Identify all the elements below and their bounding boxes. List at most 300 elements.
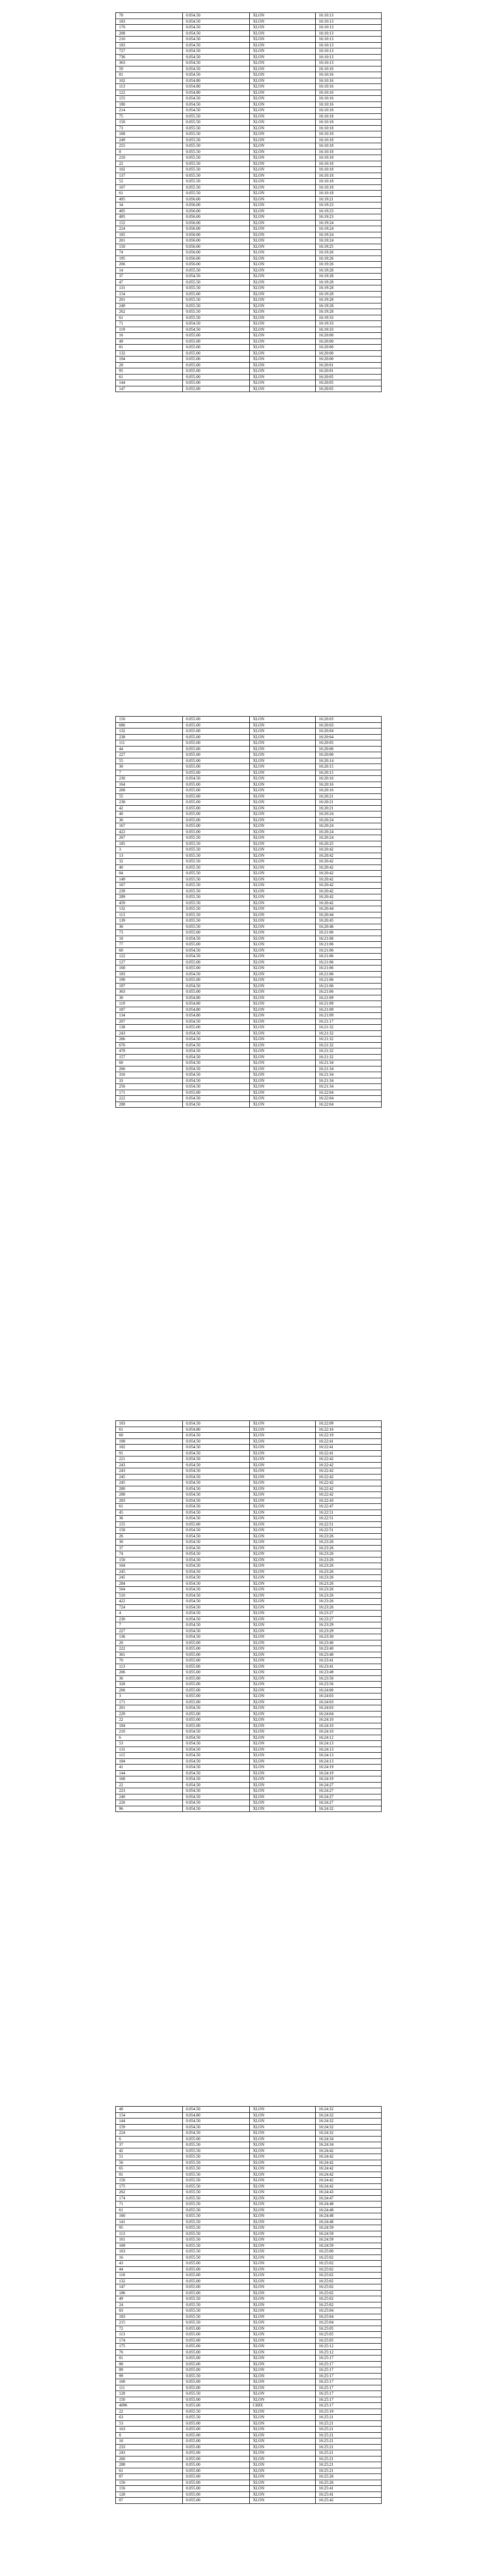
table-row — [116, 1616, 382, 1622]
volume-cell: 132 — [116, 728, 183, 735]
time-cell: 16:19:26 — [316, 250, 382, 256]
price-cell: 0.055.50 — [183, 2296, 250, 2302]
price-cell: 0.054.50 — [183, 48, 250, 55]
venue-cell: XLON — [250, 2391, 316, 2397]
table-row — [116, 1504, 382, 1510]
volume-cell: 118 — [116, 2273, 183, 2279]
venue-cell: XLON — [250, 2379, 316, 2385]
price-cell: 0.054.50 — [183, 1037, 250, 1043]
time-cell: 16:21:34 — [316, 1060, 382, 1066]
volume-cell: 134 — [116, 1013, 183, 1019]
volume-cell: 154 — [116, 291, 183, 297]
venue-cell: XLON — [250, 1604, 316, 1611]
venue-cell: XLON — [250, 1599, 316, 1605]
venue-cell: XLON — [250, 2119, 316, 2125]
volume-cell: 113 — [116, 1664, 183, 1670]
time-cell: 16:20:15 — [316, 770, 382, 776]
venue-cell: XLON — [250, 279, 316, 285]
volume-cell: 95 — [116, 368, 183, 375]
venue-cell: XLON — [250, 788, 316, 794]
table-row — [116, 167, 382, 173]
time-cell: 16:23:49 — [316, 1670, 382, 1676]
venue-cell: XLON — [250, 1551, 316, 1557]
price-cell: 0.054.50 — [183, 1078, 250, 1084]
volume-cell: 36 — [116, 924, 183, 930]
time-cell: 16:23:30 — [316, 1634, 382, 1640]
price-cell: 0.055.00 — [183, 374, 250, 380]
volume-cell: 156 — [116, 2480, 183, 2486]
volume-cell: 185 — [116, 841, 183, 847]
price-cell: 0.055.00 — [183, 2450, 250, 2456]
venue-cell: XLON — [250, 2427, 316, 2433]
time-cell: 16:22:04 — [316, 1096, 382, 1102]
venue-cell: XLON — [250, 1438, 316, 1445]
volume-cell: 37 — [116, 2142, 183, 2148]
price-cell: 0.054.50 — [183, 19, 250, 25]
price-cell: 0.055.00 — [183, 380, 250, 386]
table-row — [116, 338, 382, 345]
venue-cell: XLON — [250, 338, 316, 345]
venue-cell: XLON — [250, 297, 316, 303]
table-row — [116, 900, 382, 906]
volume-cell: 676 — [116, 1042, 183, 1048]
table-row — [116, 2172, 382, 2178]
price-cell: 0.054.50 — [183, 2107, 250, 2113]
price-cell: 0.055.50 — [183, 859, 250, 865]
volume-cell: 155 — [116, 96, 183, 102]
table-row — [116, 1693, 382, 1700]
price-cell: 0.055.00 — [183, 1664, 250, 1670]
price-cell: 0.055.50 — [183, 279, 250, 285]
price-cell: 0.055.50 — [183, 315, 250, 321]
time-cell: 16:10:18 — [316, 179, 382, 185]
price-cell: 0.054.50 — [183, 108, 250, 114]
price-cell: 0.054.50 — [183, 1084, 250, 1090]
price-cell: 0.055.00 — [183, 770, 250, 776]
venue-cell: XLON — [250, 1640, 316, 1646]
price-cell: 0.055.50 — [183, 131, 250, 138]
volume-cell: 159 — [116, 2124, 183, 2130]
volume-cell: 102 — [116, 78, 183, 84]
volume-cell: 30 — [116, 764, 183, 770]
price-cell: 0.055.50 — [183, 179, 250, 185]
time-cell: 16:22:41 — [316, 1438, 382, 1445]
price-cell: 0.055.50 — [183, 2207, 250, 2213]
time-cell: 16:24:10 — [316, 1717, 382, 1723]
price-cell: 0.055.00 — [183, 740, 250, 747]
volume-cell: 6 — [116, 1735, 183, 1741]
time-cell: 16:19:24 — [316, 226, 382, 232]
time-cell: 16:10:16 — [316, 96, 382, 102]
venue-cell: XLON — [250, 1090, 316, 1096]
volume-cell: 158 — [116, 1528, 183, 1534]
price-cell: 0.055.50 — [183, 113, 250, 120]
price-cell: 0.054.50 — [183, 1096, 250, 1102]
price-cell: 0.055.00 — [183, 2462, 250, 2468]
price-cell: 0.054.80 — [183, 1013, 250, 1019]
table-row — [116, 262, 382, 268]
price-cell: 0.055.00 — [183, 2379, 250, 2385]
time-cell: 16:22:19 — [316, 1433, 382, 1439]
table-row — [116, 2201, 382, 2208]
time-cell: 16:21:06 — [316, 942, 382, 948]
time-cell: 16:24:42 — [316, 2178, 382, 2184]
time-cell: 16:23:26 — [316, 1592, 382, 1599]
time-cell: 16:25:04 — [316, 2320, 382, 2326]
price-cell: 0.055.50 — [183, 853, 250, 859]
volume-cell: 95 — [116, 2225, 183, 2231]
venue-cell: XLON — [250, 728, 316, 735]
time-cell: 16:10:16 — [316, 84, 382, 90]
volume-cell: 76 — [116, 2349, 183, 2355]
table-row — [116, 2456, 382, 2462]
price-cell: 0.055.50 — [183, 2154, 250, 2160]
time-cell: 16:22:42 — [316, 1468, 382, 1475]
venue-cell: XLON — [250, 13, 316, 19]
venue-cell: XLON — [250, 2462, 316, 2468]
venue-cell: XLON — [250, 125, 316, 131]
table-row — [116, 936, 382, 942]
price-cell: 0.054.50 — [183, 25, 250, 31]
price-cell: 0.054.50 — [183, 1747, 250, 1753]
time-cell: 16:19:23 — [316, 202, 382, 209]
price-cell: 0.055.00 — [183, 2361, 250, 2367]
price-cell: 0.055.00 — [183, 1646, 250, 1652]
time-cell: 16:25:41 — [316, 2492, 382, 2498]
table-row — [116, 1765, 382, 1771]
price-cell: 0.054.50 — [183, 1486, 250, 1492]
volume-cell: 243 — [116, 1462, 183, 1468]
price-cell: 0.055.00 — [183, 977, 250, 984]
table-row — [116, 817, 382, 823]
table-row — [116, 137, 382, 143]
table-row — [116, 912, 382, 918]
venue-cell: XLON — [250, 2130, 316, 2137]
time-cell: 16:25:19 — [316, 2409, 382, 2415]
time-cell: 16:21:32 — [316, 1025, 382, 1031]
price-cell: 0.054.50 — [183, 1776, 250, 1783]
table-row — [116, 2243, 382, 2249]
table-row — [116, 2124, 382, 2130]
price-cell: 0.055.00 — [183, 746, 250, 752]
table-row — [116, 971, 382, 977]
venue-cell: XLON — [250, 995, 316, 1001]
venue-cell: XLON — [250, 1486, 316, 1492]
venue-cell: XLON — [250, 1788, 316, 1794]
time-cell: 16:20:44 — [316, 906, 382, 912]
time-cell: 16:21:09 — [316, 1013, 382, 1019]
venue-cell: XLON — [250, 2201, 316, 2208]
table-row — [116, 2474, 382, 2480]
time-cell: 16:19:24 — [316, 220, 382, 226]
venue-cell: XLON — [250, 1427, 316, 1433]
venue-cell: XLON — [250, 321, 316, 327]
venue-cell: XLON — [250, 2107, 316, 2113]
venue-cell: XLON — [250, 315, 316, 321]
volume-cell: 61 — [116, 1504, 183, 1510]
table-row — [116, 2349, 382, 2355]
price-cell: 0.055.50 — [183, 835, 250, 841]
price-cell: 0.056.00 — [183, 244, 250, 250]
table-row — [116, 333, 382, 339]
volume-cell: 111 — [116, 740, 183, 747]
price-cell: 0.056.00 — [183, 214, 250, 221]
price-cell: 0.054.50 — [183, 1474, 250, 1480]
table-row — [116, 1675, 382, 1682]
venue-cell: XLON — [250, 1521, 316, 1528]
time-cell: 16:21:06 — [316, 930, 382, 936]
table-row — [116, 835, 382, 841]
price-cell: 0.056.00 — [183, 196, 250, 202]
venue-cell: XLON — [250, 30, 316, 37]
time-cell: 16:23:41 — [316, 1658, 382, 1664]
volume-cell: 36 — [116, 1516, 183, 1522]
volume-cell: 113 — [116, 84, 183, 90]
time-cell: 16:20:00 — [316, 357, 382, 363]
price-cell: 0.055.50 — [183, 883, 250, 889]
time-cell: 16:24:42 — [316, 2183, 382, 2190]
volume-cell: 266 — [116, 1066, 183, 1072]
volume-cell: 41 — [116, 1765, 183, 1771]
venue-cell: XLON — [250, 2249, 316, 2255]
time-cell: 16:22:16 — [316, 1427, 382, 1433]
table-row — [116, 776, 382, 782]
price-cell: 0.055.50 — [183, 2314, 250, 2320]
venue-cell: XLON — [250, 1456, 316, 1463]
time-cell: 16:25:02 — [316, 2302, 382, 2308]
time-cell: 16:21:09 — [316, 1007, 382, 1013]
price-cell: 0.055.00 — [183, 2273, 250, 2279]
time-cell: 16:19:21 — [316, 196, 382, 202]
table-row — [116, 161, 382, 167]
table-row — [116, 226, 382, 232]
table-row — [116, 1758, 382, 1765]
time-cell: 16:24:59 — [316, 2237, 382, 2243]
venue-cell: XLON — [250, 823, 316, 829]
time-cell: 16:20:04 — [316, 728, 382, 735]
table-row — [116, 2219, 382, 2225]
venue-cell: XLON — [250, 2172, 316, 2178]
time-cell: 16:10:18 — [316, 149, 382, 155]
volume-cell: 170 — [116, 25, 183, 31]
venue-cell: XLON — [250, 1007, 316, 1013]
time-cell: 16:21:34 — [316, 1084, 382, 1090]
time-cell: 16:20:16 — [316, 788, 382, 794]
volume-cell: 101 — [116, 2237, 183, 2243]
price-cell: 0.054.50 — [183, 1480, 250, 1486]
venue-cell: XLON — [250, 1723, 316, 1729]
table-row — [116, 1682, 382, 1688]
time-cell: 16:25:21 — [316, 2444, 382, 2450]
time-cell: 16:25:21 — [316, 2427, 382, 2433]
time-cell: 16:10:16 — [316, 72, 382, 78]
volume-cell: 136 — [116, 1634, 183, 1640]
venue-cell: XLON — [250, 285, 316, 292]
time-cell: 16:25:04 — [316, 2308, 382, 2314]
volume-cell: 96 — [116, 1806, 183, 1812]
venue-cell: XLON — [250, 1563, 316, 1569]
price-cell: 0.055.00 — [183, 829, 250, 835]
table-row — [116, 1717, 382, 1723]
price-cell: 0.055.50 — [183, 906, 250, 912]
venue-cell: XLON — [250, 2178, 316, 2184]
time-cell: 16:25:02 — [316, 2255, 382, 2261]
volume-cell: 115 — [116, 1753, 183, 1759]
volume-cell: 60 — [116, 1060, 183, 1066]
price-cell: 0.054.80 — [183, 84, 250, 90]
time-cell: 16:25:26 — [316, 2480, 382, 2486]
price-cell: 0.055.50 — [183, 2409, 250, 2415]
venue-cell: XLON — [250, 770, 316, 776]
table-row — [116, 101, 382, 108]
time-cell: 16:10:16 — [316, 66, 382, 72]
volume-cell: 262 — [116, 309, 183, 315]
volume-cell: 49 — [116, 338, 183, 345]
volume-cell: 42 — [116, 2148, 183, 2154]
time-cell: 16:24:42 — [316, 2154, 382, 2160]
table-row — [116, 764, 382, 770]
time-cell: 16:19:28 — [316, 303, 382, 309]
venue-cell: XLON — [250, 54, 316, 60]
price-cell: 0.054.50 — [183, 1794, 250, 1800]
volume-cell: 132 — [116, 350, 183, 357]
price-cell: 0.054.50 — [183, 1765, 250, 1771]
table-row — [116, 368, 382, 375]
price-cell: 0.055.50 — [183, 2213, 250, 2219]
venue-cell: XLON — [250, 2320, 316, 2326]
volume-cell: 60 — [116, 1433, 183, 1439]
time-cell: 16:24:10 — [316, 1723, 382, 1729]
volume-cell: 128 — [116, 2391, 183, 2397]
time-cell: 16:21:06 — [316, 959, 382, 965]
venue-cell: XLON — [250, 1025, 316, 1031]
price-cell: 0.054.50 — [183, 936, 250, 942]
venue-cell: XLON — [250, 327, 316, 333]
price-cell: 0.055.00 — [183, 2355, 250, 2362]
time-cell: 16:25:02 — [316, 2284, 382, 2291]
price-cell: 0.055.00 — [183, 788, 250, 794]
time-cell: 16:19:28 — [316, 291, 382, 297]
time-cell: 16:21:06 — [316, 936, 382, 942]
table-row — [116, 1545, 382, 1551]
price-cell: 0.055.50 — [183, 2243, 250, 2249]
volume-cell: 206 — [116, 1670, 183, 1676]
volume-cell: 122 — [116, 954, 183, 960]
volume-cell: 22 — [116, 161, 183, 167]
time-cell: 16:10:18 — [316, 161, 382, 167]
time-cell: 16:10:18 — [316, 125, 382, 131]
price-cell: 0.055.00 — [183, 717, 250, 723]
venue-cell: XLON — [250, 965, 316, 972]
time-cell: 16:19:33 — [316, 321, 382, 327]
volume-cell: 736 — [116, 54, 183, 60]
price-cell: 0.054.50 — [183, 1539, 250, 1546]
time-cell: 16:25:41 — [316, 2486, 382, 2492]
time-cell: 16:20:42 — [316, 859, 382, 865]
volume-cell: 147 — [116, 386, 183, 392]
table-row — [116, 2415, 382, 2421]
volume-cell: 160 — [116, 2213, 183, 2219]
price-cell: 0.055.50 — [183, 2308, 250, 2314]
table-row — [116, 1048, 382, 1055]
price-cell: 0.054.50 — [183, 1492, 250, 1498]
volume-cell: 184 — [116, 1758, 183, 1765]
volume-cell: 198 — [116, 1438, 183, 1445]
price-cell: 0.055.00 — [183, 1723, 250, 1729]
venue-cell: XLON — [250, 350, 316, 357]
venue-cell: XLON — [250, 143, 316, 149]
time-cell: 16:25:17 — [316, 2397, 382, 2403]
volume-cell: 184 — [116, 1723, 183, 1729]
time-cell: 16:20:01 — [316, 368, 382, 375]
price-cell: 0.055.00 — [183, 1675, 250, 1682]
volume-cell: 53 — [116, 1741, 183, 1747]
time-cell: 16:10:13 — [316, 13, 382, 19]
venue-cell: XLON — [250, 267, 316, 274]
table-row — [116, 113, 382, 120]
price-cell: 0.055.00 — [183, 722, 250, 728]
venue-cell: XLON — [250, 746, 316, 752]
price-cell: 0.055.00 — [183, 2444, 250, 2450]
price-cell: 0.054.80 — [183, 1007, 250, 1013]
venue-cell: XLON — [250, 2344, 316, 2350]
venue-cell: XLON — [250, 1664, 316, 1670]
price-cell: 0.055.50 — [183, 912, 250, 918]
price-cell: 0.055.50 — [183, 137, 250, 143]
table-row — [116, 1670, 382, 1676]
table-row — [116, 1528, 382, 1534]
table-row — [116, 2462, 382, 2468]
price-cell: 0.054.50 — [183, 1599, 250, 1605]
time-cell: 16:20:00 — [316, 338, 382, 345]
table-row — [116, 2432, 382, 2438]
volume-cell: 45 — [116, 1510, 183, 1516]
venue-cell: XLON — [250, 1687, 316, 1693]
venue-cell: XLON — [250, 930, 316, 936]
venue-cell: XLON — [250, 1498, 316, 1504]
time-cell: 16:23:26 — [316, 1551, 382, 1557]
price-cell: 0.054.50 — [183, 1048, 250, 1055]
venue-cell: XLON — [250, 2273, 316, 2279]
time-cell: 16:20:42 — [316, 888, 382, 894]
time-cell: 16:20:42 — [316, 847, 382, 853]
table-row — [116, 374, 382, 380]
table-row — [116, 2438, 382, 2445]
table-row — [116, 1747, 382, 1753]
table-row — [116, 2290, 382, 2296]
table-row — [116, 2444, 382, 2450]
time-cell: 16:24:59 — [316, 2231, 382, 2237]
time-cell: 16:25:02 — [316, 2278, 382, 2284]
price-cell: 0.054.50 — [183, 274, 250, 280]
table-row — [116, 829, 382, 835]
time-cell: 16:22:41 — [316, 1450, 382, 1456]
venue-cell: XLON — [250, 1634, 316, 1640]
table-row — [116, 25, 382, 31]
time-cell: 16:23:26 — [316, 1587, 382, 1593]
time-cell: 16:23:27 — [316, 1611, 382, 1617]
table-row — [116, 2420, 382, 2427]
venue-cell: XLON — [250, 2237, 316, 2243]
table-row — [116, 30, 382, 37]
volume-cell: 154 — [116, 2112, 183, 2119]
time-cell: 16:20:42 — [316, 871, 382, 877]
time-cell: 16:20:16 — [316, 782, 382, 788]
time-cell: 16:20:21 — [316, 800, 382, 806]
venue-cell: XLON — [250, 2219, 316, 2225]
time-cell: 16:21:09 — [316, 995, 382, 1001]
volume-cell: 34 — [116, 202, 183, 209]
